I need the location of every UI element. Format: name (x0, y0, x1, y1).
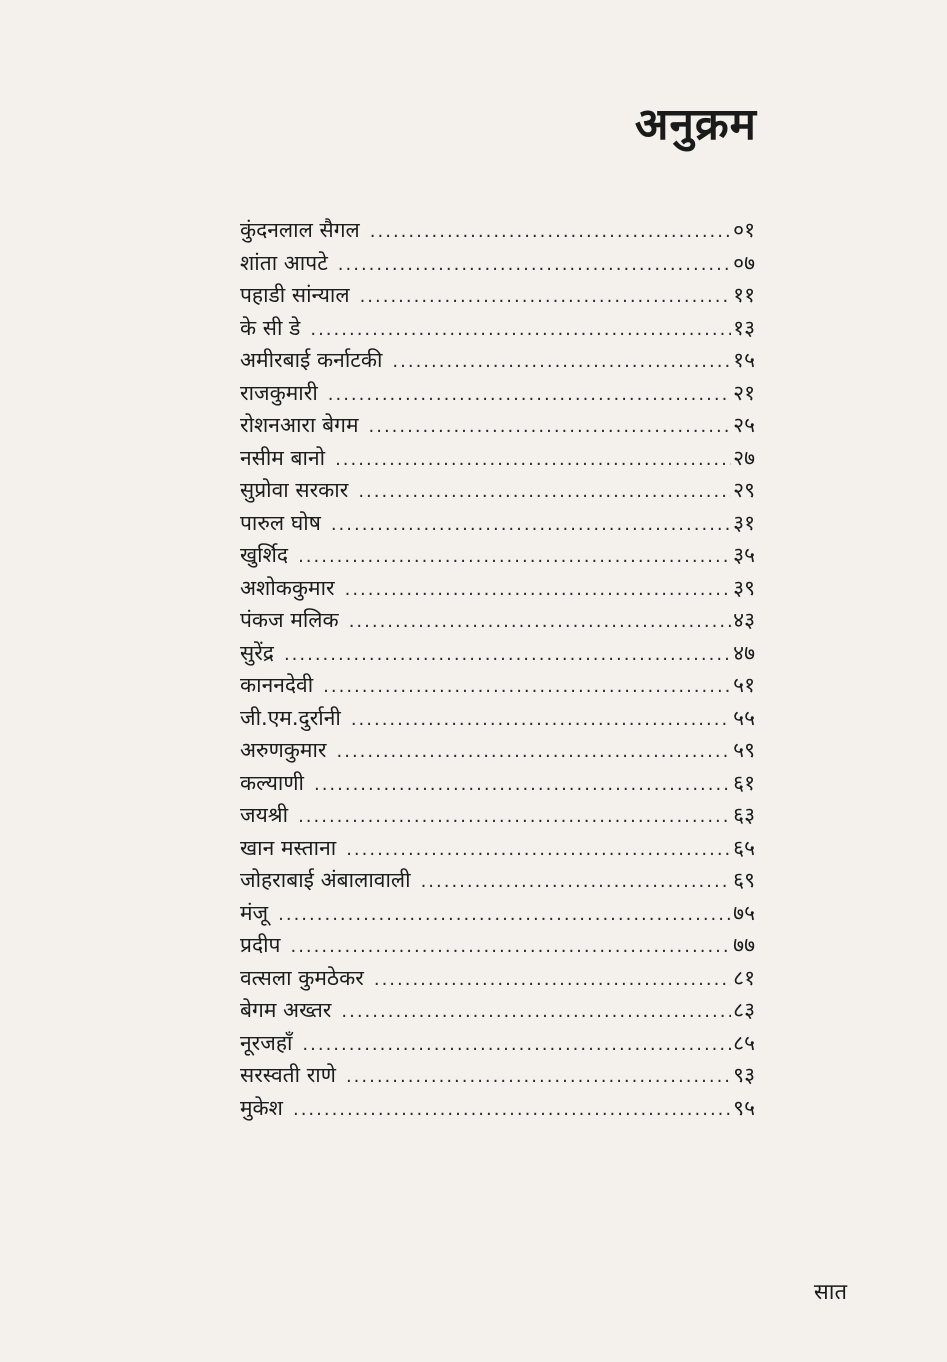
dot-leader (294, 801, 731, 832)
toc-entry-name: प्रदीप (240, 933, 281, 957)
toc-entry-page-number: ७७ (733, 933, 755, 957)
page-number-footer: सात (813, 1280, 847, 1305)
toc-entry (240, 767, 755, 800)
toc-entry-name: जी.एम.दुर्रानी (240, 705, 341, 730)
dot-leader (294, 541, 731, 572)
toc-entry-page-number: ९३ (733, 1063, 755, 1087)
dot-leader (356, 281, 732, 312)
toc-entry (240, 442, 755, 475)
toc-entry (240, 507, 755, 540)
toc-entry-name: पारुल घोष (240, 510, 321, 535)
dot-leader (341, 574, 732, 605)
toc-entry-name: काननदेवी (240, 673, 314, 697)
toc-entry (240, 929, 755, 962)
toc-entry (240, 734, 755, 767)
toc-entry (240, 247, 755, 280)
toc-entry-name: वत्सला कुमठेकर (240, 965, 364, 990)
toc-entry (240, 702, 755, 735)
toc-entry (240, 344, 755, 377)
toc-entry-page-number: ८३ (733, 998, 755, 1022)
toc-entry (240, 994, 755, 1027)
toc-entry (240, 572, 755, 605)
toc-entry (240, 539, 755, 572)
dot-leader (334, 249, 731, 280)
dot-leader (342, 1061, 731, 1092)
toc-entry (240, 279, 755, 312)
toc-entry (240, 799, 755, 832)
toc-entry-name: खुर्शिद (240, 543, 289, 567)
toc-entry (240, 214, 755, 247)
toc-entry-page-number: ४७ (733, 640, 755, 665)
toc-entry (240, 832, 755, 865)
toc-entry-name: मंजू (240, 900, 269, 925)
table-of-contents (240, 214, 755, 1124)
dot-leader (345, 606, 731, 637)
toc-entry-name: जयश्री (240, 803, 289, 827)
toc-entry-page-number: ९५ (733, 1095, 755, 1120)
toc-entry (240, 377, 755, 410)
toc-entry-name: अशोककुमार (240, 575, 335, 600)
toc-entry-name: शांता आपटे (240, 250, 328, 275)
toc-entry-page-number: ६५ (733, 835, 755, 860)
toc-entry-name: नूरजहाँ (240, 1030, 293, 1055)
toc-entry-name: बेगम अख्तर (240, 998, 332, 1022)
toc-entry-page-number: ६३ (733, 803, 755, 827)
dot-leader (370, 964, 731, 995)
toc-entry-name: अरुणकुमार (240, 738, 327, 762)
toc-entry (240, 1059, 755, 1092)
toc-entry-name: राजकुमारी (240, 380, 318, 405)
page-title: अनुक्रम (634, 99, 757, 150)
toc-entry (240, 312, 755, 345)
toc-entry-name: नसीम बानो (240, 445, 326, 470)
toc-entry-page-number: ५१ (733, 673, 755, 697)
toc-entry-name: कल्याणी (240, 770, 304, 795)
toc-entry-page-number: २१ (733, 380, 755, 405)
toc-entry (240, 409, 755, 442)
dot-leader (347, 704, 731, 735)
toc-entry-page-number: ३१ (733, 510, 755, 535)
toc-entry-page-number: ८५ (733, 1030, 755, 1055)
toc-entry (240, 637, 755, 670)
toc-entry-name: अमीरबाई कर्नाटकी (240, 348, 383, 372)
toc-entry-name: खान मस्ताना (240, 835, 337, 860)
toc-entry-page-number: ६९ (733, 868, 755, 892)
dot-leader (417, 866, 732, 897)
toc-entry-name: पहाडी सांन्याल (240, 283, 350, 307)
toc-entry-page-number: ४३ (733, 608, 755, 632)
dot-leader (366, 216, 731, 247)
dot-leader (280, 639, 731, 670)
dot-leader (289, 1094, 731, 1125)
dot-leader (310, 769, 731, 800)
toc-entry-page-number: ३९ (733, 575, 755, 600)
dot-leader (331, 444, 731, 475)
toc-entry-page-number: ०७ (733, 250, 755, 275)
toc-entry-page-number: ५५ (733, 705, 755, 730)
toc-entry-page-number: ५९ (733, 738, 755, 762)
toc-entry-page-number: ११ (733, 283, 755, 307)
toc-entry-name: सुप्रोवा सरकार (240, 478, 349, 502)
dot-leader (342, 834, 731, 865)
dot-leader (365, 411, 732, 442)
toc-entry-page-number: १५ (733, 348, 755, 372)
toc-entry-name: पंकज मलिक (240, 608, 339, 632)
toc-entry-page-number: २५ (733, 413, 755, 437)
dot-leader (324, 379, 731, 410)
dot-leader (354, 476, 731, 507)
toc-entry (240, 1027, 755, 1060)
toc-entry-name: सरस्वती राणे (240, 1063, 336, 1087)
toc-entry (240, 669, 755, 702)
toc-entry (240, 1092, 755, 1125)
toc-entry (240, 864, 755, 897)
toc-entry (240, 962, 755, 995)
toc-entry-page-number: ३५ (733, 543, 755, 567)
dot-leader (333, 736, 732, 767)
toc-entry-name: सुरेंद्र (240, 640, 274, 665)
dot-leader (274, 899, 731, 930)
toc-entry-name: रोशनआरा बेगम (240, 413, 359, 437)
dot-leader (298, 1029, 731, 1060)
dot-leader (327, 509, 731, 540)
toc-entry-page-number: ७५ (733, 900, 755, 925)
toc-entry-page-number: ८१ (733, 965, 755, 990)
toc-entry-name: मुकेश (240, 1095, 283, 1120)
toc-entry (240, 897, 755, 930)
dot-leader (286, 931, 731, 962)
toc-entry (240, 604, 755, 637)
toc-entry-page-number: ६१ (733, 770, 755, 795)
toc-entry-name: के सी डे (240, 315, 301, 340)
toc-entry-name: कुंदनलाल सैगल (240, 218, 360, 242)
toc-entry-name: जोहराबाई अंबालावाली (240, 868, 411, 892)
dot-leader (306, 314, 731, 345)
dot-leader (388, 346, 731, 377)
toc-entry-page-number: २७ (733, 445, 755, 470)
dot-leader (337, 996, 731, 1027)
dot-leader (319, 671, 731, 702)
toc-entry-page-number: ०१ (733, 218, 755, 242)
toc-entry-page-number: १३ (733, 315, 755, 340)
toc-entry (240, 474, 755, 507)
toc-entry-page-number: २९ (733, 478, 755, 502)
